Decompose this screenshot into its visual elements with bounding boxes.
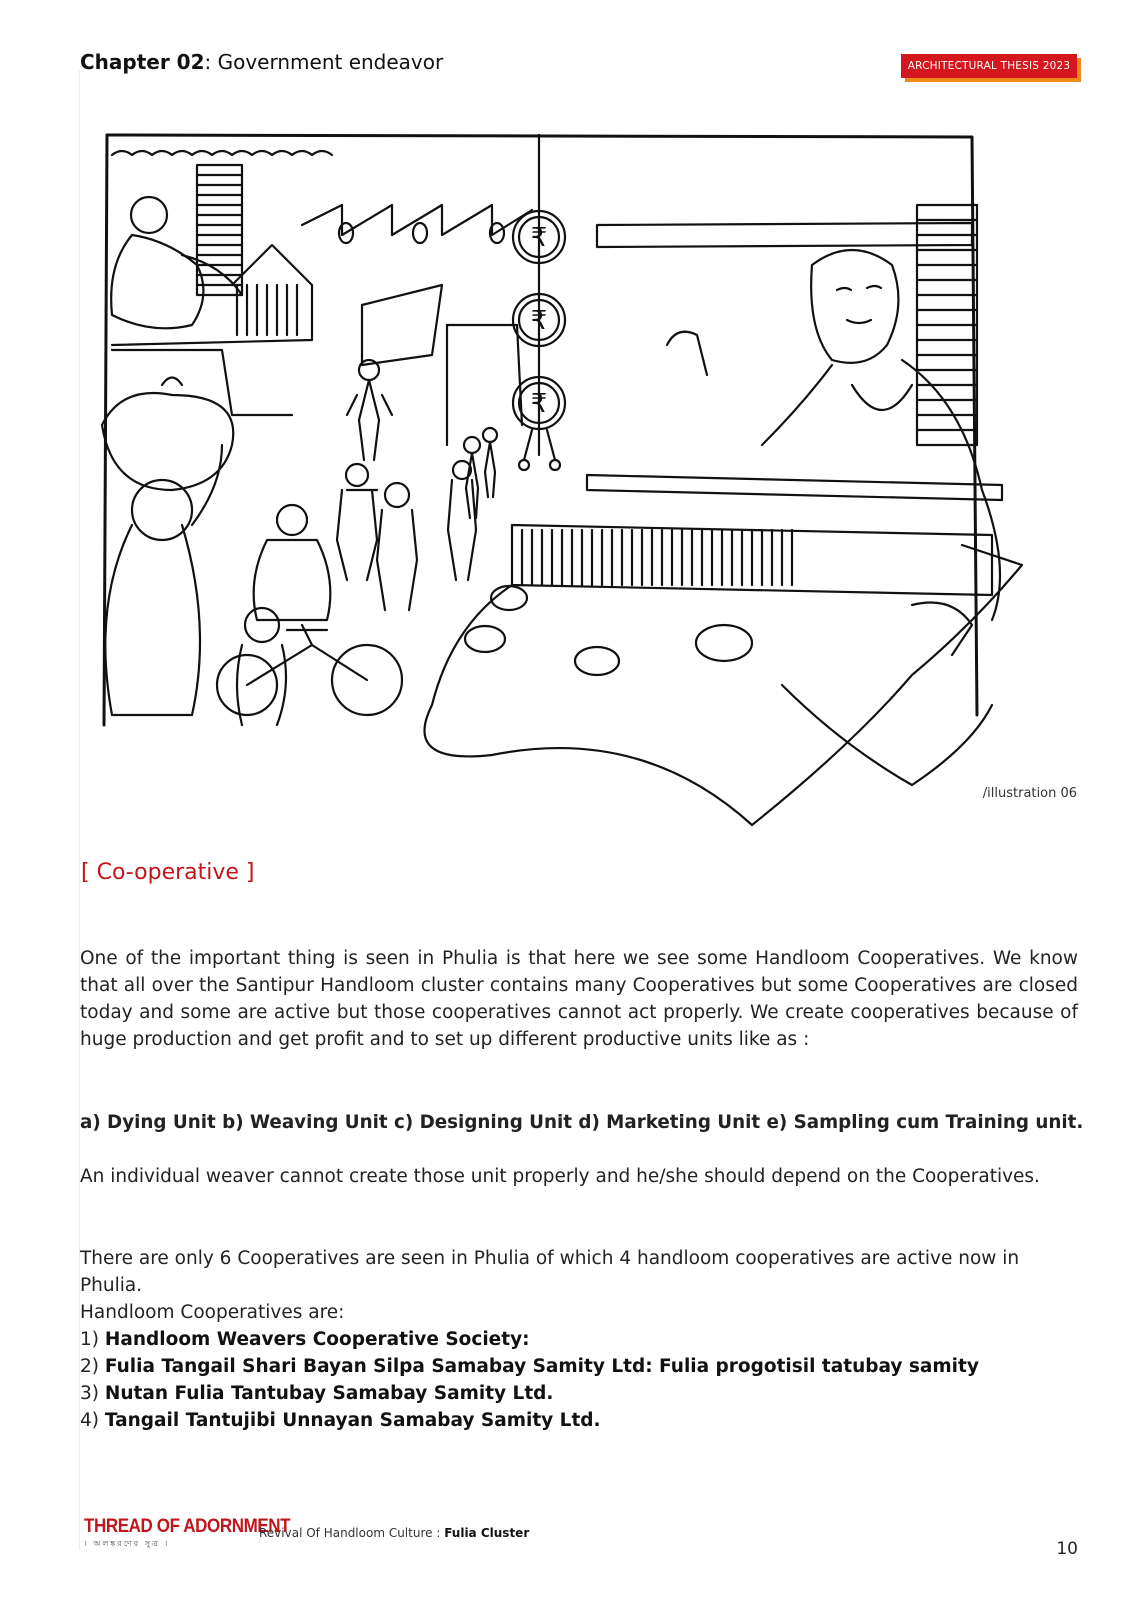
units-list: a) Dying Unit b) Weaving Unit c) Designing Unit d) Marketing Unit e) Sampling cum Training unit. <box>80 1112 1084 1133</box>
illustration-sketch <box>92 125 1078 855</box>
page-number: 10 <box>1056 1539 1078 1559</box>
list-item-number: 2) <box>80 1356 99 1377</box>
list-item-number: 3) <box>80 1383 99 1404</box>
logo-subtitle: । অলঙ্করণের সুত্র । <box>84 1539 170 1548</box>
list-item-number: 1) <box>80 1329 99 1350</box>
section-title: [ Co-operative ] <box>81 860 255 885</box>
list-item-name: Tangail Tantujibi Unnayan Samabay Samity Ltd. <box>104 1410 601 1431</box>
chapter-title: : Government endeavor <box>204 50 444 74</box>
footer-subtitle-bold: Fulia Cluster <box>444 1526 530 1540</box>
list-item <box>80 1326 979 1353</box>
logo-title: THREAD OF ADORNMENT <box>84 1514 291 1537</box>
chapter-heading <box>80 50 443 74</box>
list-item <box>80 1407 979 1434</box>
rupee-coin-1: ₹ <box>530 223 548 253</box>
list-item-number: 4) <box>80 1410 99 1431</box>
list-item-name: Nutan Fulia Tantubay Samabay Samity Ltd. <box>104 1383 554 1404</box>
footer-subtitle-prefix: Revival Of Handloom Culture : <box>259 1526 445 1540</box>
list-item <box>80 1353 979 1380</box>
paragraph-individual-weaver: An individual weaver cannot create those unit properly and he/she should depend on the Cooperatives. <box>80 1166 1040 1187</box>
paragraph-intro: One of the important thing is seen in Phulia is that here we see some Handloom Cooperatives. We know that all over the Santipur Handloom cluster contains many Cooperatives but some Cooperatives are closed today and some are active but those cooperatives cannot act properly. We create cooperatives because of huge production and get profit and to set up different productive units like as : <box>80 948 1078 1050</box>
thesis-badge: ARCHITECTURAL THESIS 2023 <box>901 54 1077 78</box>
chapter-label: Chapter 02 <box>80 50 205 74</box>
list-item-name: Handloom Weavers Cooperative Society: <box>104 1329 530 1350</box>
rupee-coin-3: ₹ <box>530 389 548 419</box>
list-item-name: Fulia Tangail Shari Bayan Silpa Samabay Samity Ltd: Fulia progotisil tatubay samity <box>104 1356 979 1377</box>
rupee-coin-2: ₹ <box>530 306 548 336</box>
illustration-caption: /illustration 06 <box>982 786 1077 801</box>
cooperatives-list-heading: Handloom Cooperatives are: <box>80 1302 345 1323</box>
footer-subtitle <box>259 1526 529 1540</box>
list-item <box>80 1380 979 1407</box>
paragraph-cooperative-count: There are only 6 Cooperatives are seen in Phulia of which 4 handloom cooperatives are active now in Phulia. <box>80 1248 1020 1296</box>
cooperatives-list <box>80 1326 979 1434</box>
